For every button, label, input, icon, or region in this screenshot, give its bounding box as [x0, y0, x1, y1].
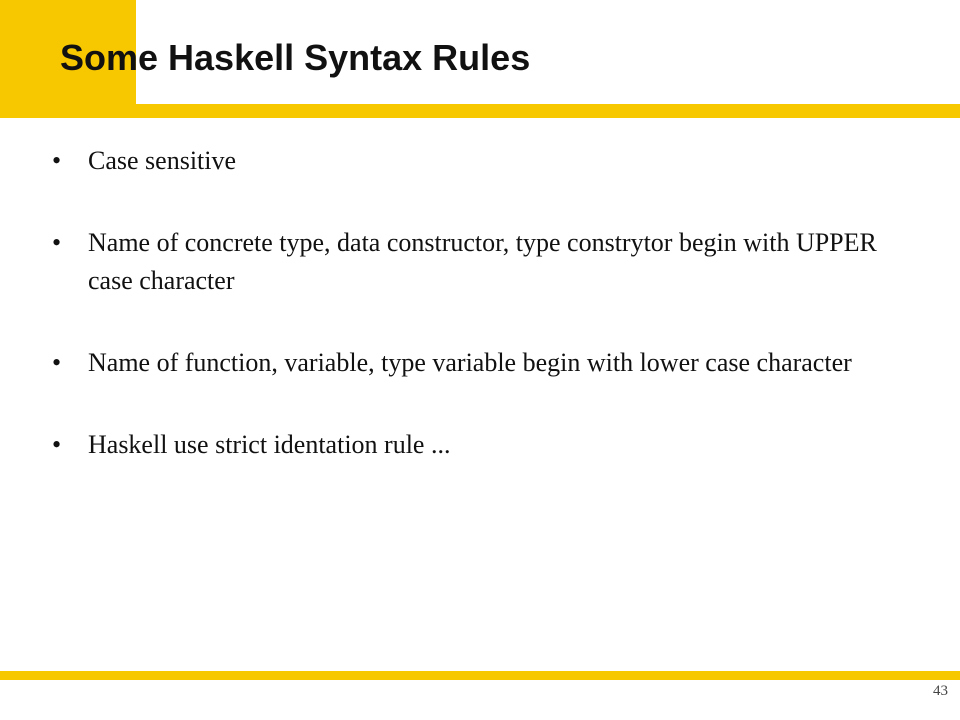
bullet-dot: • — [52, 228, 62, 257]
bullet-list — [52, 142, 902, 464]
bullet-item — [52, 426, 902, 464]
bullet-text: Case sensitive — [88, 146, 237, 175]
footer-bar — [0, 671, 960, 680]
bullet-text: Haskell use strict identation rule ... — [88, 430, 451, 459]
bullet-dot: • — [52, 430, 62, 459]
bullet-dot: • — [52, 348, 62, 377]
page-number: 43 — [933, 683, 948, 699]
slide-title: Some Haskell Syntax Rules — [60, 37, 531, 78]
bullet-text: Name of function, variable, type variable begin with lower case character — [88, 348, 852, 377]
title-underline-bar — [136, 104, 960, 118]
bullet-item — [52, 224, 902, 300]
bullet-item — [52, 344, 902, 382]
bullet-dot: • — [52, 146, 62, 175]
bullet-text: Name of concrete type, data constructor, type constrytor begin with UPPER case character — [88, 228, 877, 295]
bullet-item — [52, 142, 902, 180]
